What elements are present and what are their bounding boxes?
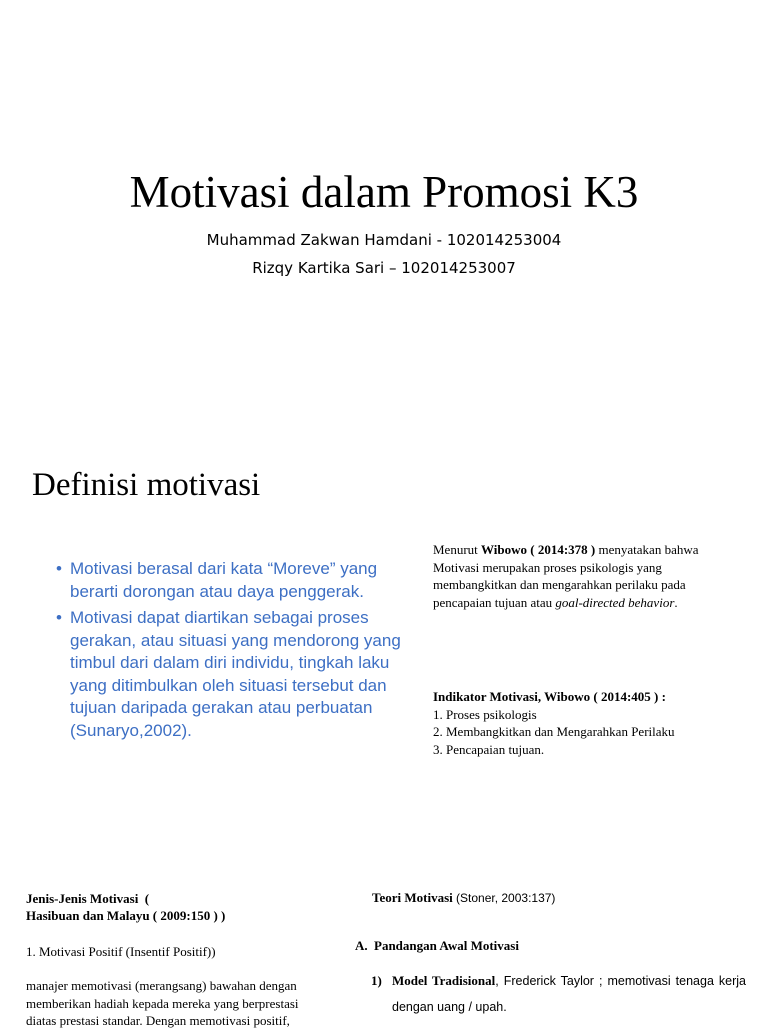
author-line-1: Muhammad Zakwan Hamdani - 102014253004 [206,231,562,249]
list-item [56,558,401,603]
jenis-motivasi-title [26,890,326,924]
model-description: , Frederick Taylor ; memotivasi tenaga kerja dengan uang / upah. [392,974,746,1014]
teori-motivasi-title [372,890,555,906]
jenis-title-line-1: Jenis-Jenis Motivasi ( [26,891,150,906]
section-heading: Definisi motivasi [32,467,261,503]
author-line-2: Rizqy Kartika Sari – 102014253007 [252,259,516,277]
definition-paragraph [433,541,708,611]
slide-title [0,0,768,330]
model-name: Model Tradisional [392,973,496,988]
teori-title: Teori Motivasi [372,890,453,905]
page-title: Motivasi dalam Promosi K3 [129,167,639,217]
section-a-title: Pandangan Awal Motivasi [374,938,519,953]
section-a [355,938,519,954]
definition-body: menyatakan bahwa Motivasi merupakan proses psikologis yang membangkitkan dan mengarahkan perilaku pada pencapaian tujuan atau [433,542,699,610]
indicator-item: 3. Pencapaian tujuan. [433,741,545,757]
item-text [392,968,746,1020]
bullet-text: Motivasi dapat diartikan sebagai proses gerakan, atau situasi yang mendorong yang timbul dari dalam diri individu, tingkah laku yang ditimbulkan oleh situasi tersebut dan tujuan daripada gerakan atau perbuatan (Sunaryo,2002). [70,608,401,740]
indicator-item: 1. Proses psikologis [433,706,537,722]
bullet-icon: • [56,559,62,578]
indicator-title: Indikator Motivasi, Wibowo ( 2014:405 ) : [433,689,666,704]
section-a-label: A. [355,938,368,953]
definition-suffix: . [674,594,678,610]
definition-prefix: Menurut [433,542,482,557]
bullet-icon: • [56,608,62,627]
list-item [56,607,401,742]
item-number: 1) [371,973,382,988]
indicator-item: 2. Membangkitkan dan Mengarahkan Perilaku [433,724,675,739]
definition-term: goal-directed behavior [555,594,675,610]
definition-source: Wibowo ( 2014:378 ) [481,542,596,557]
jenis-title-line-2: Hasibuan dan Malayu ( 2009:150 ) ) [26,908,226,923]
bullet-text: Motivasi berasal dari kata “Moreve” yang berarti dorongan atau daya penggerak. [70,559,378,601]
indicator-block [433,688,733,758]
teori-source: (Stoner, 2003:137) [456,891,556,905]
motivasi-positif-paragraph: manajer memotivasi (merangsang) bawahan dengan memberikan hadiah kepada mereka yang berprestasi diatas prestasi standar. Dengan memotivasi positif, [26,978,299,1028]
motivasi-positif-heading: 1. Motivasi Positif (Insentif Positif)) [26,944,216,959]
bullet-list [56,558,401,746]
